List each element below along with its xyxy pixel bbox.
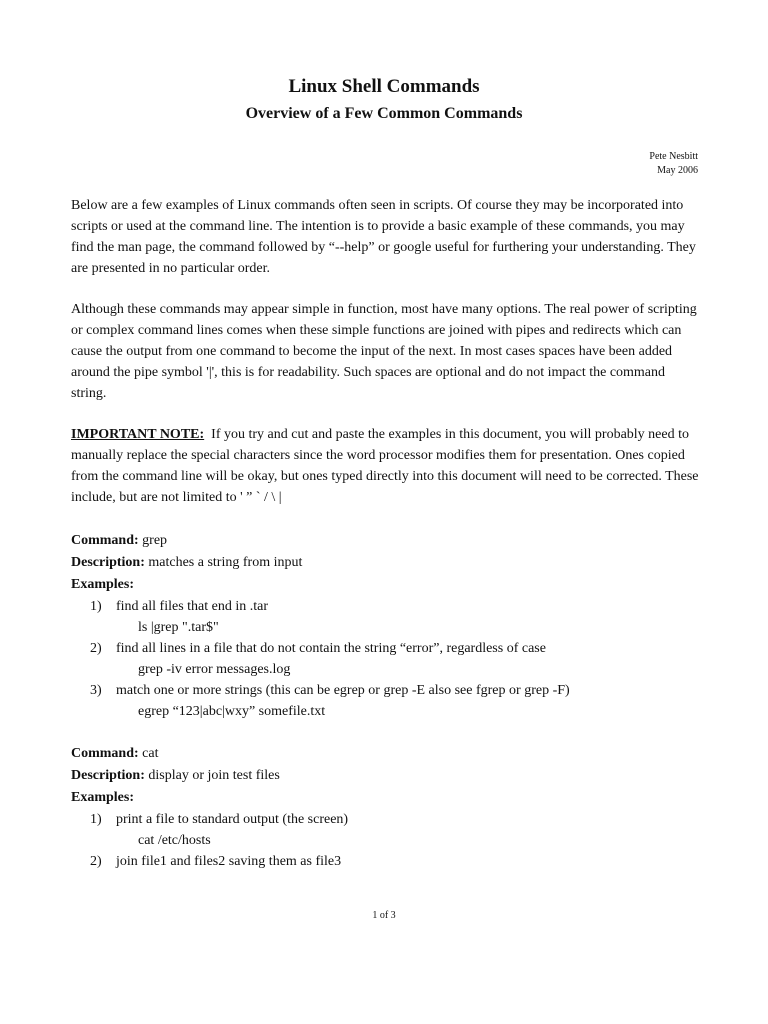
example-item	[71, 680, 711, 701]
page-number: 1 of 3	[372, 910, 396, 921]
example-item	[71, 809, 711, 830]
example-text: match one or more strings (this can be egrep or grep -E also see fgrep or grep -F)	[116, 683, 570, 698]
example-number: 1)	[90, 812, 102, 827]
command-name: cat	[142, 746, 159, 761]
description-text: display or join test files	[148, 768, 280, 783]
command-label: Command:	[71, 746, 139, 761]
example-text: find all files that end in .tar	[116, 599, 269, 614]
document-date: May 2006	[657, 165, 698, 176]
description-label: Description:	[71, 555, 145, 570]
example-item	[71, 638, 711, 659]
command-section-cat	[71, 743, 711, 872]
example-number: 3)	[90, 683, 102, 698]
example-text: find all lines in a file that do not contain the string “error”, regardless of case	[116, 641, 546, 656]
power-paragraph: Although these commands may appear simple in function, most have many options. The real power of scripting or complex command lines comes when these simple functions are joined with pipes and redirects which can cause the output from one command to become the input of the next. In most cases spaces have been added around the pipe symbol '|', this is for readability. Such spaces are optional and do not impact the command string.	[71, 302, 697, 401]
description-line	[71, 552, 711, 574]
command-label: Command:	[71, 533, 139, 548]
example-command: egrep “123|abc|wxy” somefile.txt	[138, 704, 326, 719]
example-item	[71, 596, 711, 617]
example-number: 2)	[90, 641, 102, 656]
page-subtitle: Overview of a Few Common Commands	[245, 105, 523, 122]
example-item	[71, 851, 711, 872]
command-line	[71, 743, 711, 765]
intro-paragraph: Below are a few examples of Linux commands often seen in scripts. Of course they may be incorporated into scripts or used at the command line. The intention is to provide a basic example of these commands, you may find the man page, the command followed by “--help” or google useful for furthering your understanding. They are presented in no particular order.	[71, 198, 696, 276]
description-label: Description:	[71, 768, 145, 783]
description-line	[71, 765, 711, 787]
example-command: cat /etc/hosts	[138, 833, 211, 848]
example-number: 2)	[90, 854, 102, 869]
example-text: join file1 and files2 saving them as file3	[116, 854, 342, 869]
author-name: Pete Nesbitt	[649, 151, 698, 162]
examples-label: Examples:	[71, 790, 134, 805]
description-text: matches a string from input	[148, 555, 303, 570]
command-section-grep	[71, 530, 711, 722]
examples-label: Examples:	[71, 577, 134, 592]
important-note-label: IMPORTANT NOTE:	[71, 427, 205, 442]
author-block	[649, 150, 698, 178]
page-title: Linux Shell Commands	[288, 76, 480, 97]
important-note-text: If you try and cut and paste the examples in this document, you will probably need to manually replace the special characters since the word processor modifies them for presentation. Ones copied from the command line will be okay, but ones typed directly into this document will need to be corrected. These include, but are not limited to ' ” ` / \ |	[71, 427, 699, 505]
important-note	[71, 424, 701, 508]
command-line	[71, 530, 711, 552]
example-text: print a file to standard output (the screen)	[116, 812, 349, 827]
examples-heading	[71, 787, 711, 809]
examples-heading	[71, 574, 711, 596]
example-number: 1)	[90, 599, 102, 614]
command-name: grep	[142, 533, 168, 548]
example-command: grep -iv error messages.log	[138, 662, 291, 677]
example-command: ls |grep ".tar$"	[138, 620, 219, 635]
